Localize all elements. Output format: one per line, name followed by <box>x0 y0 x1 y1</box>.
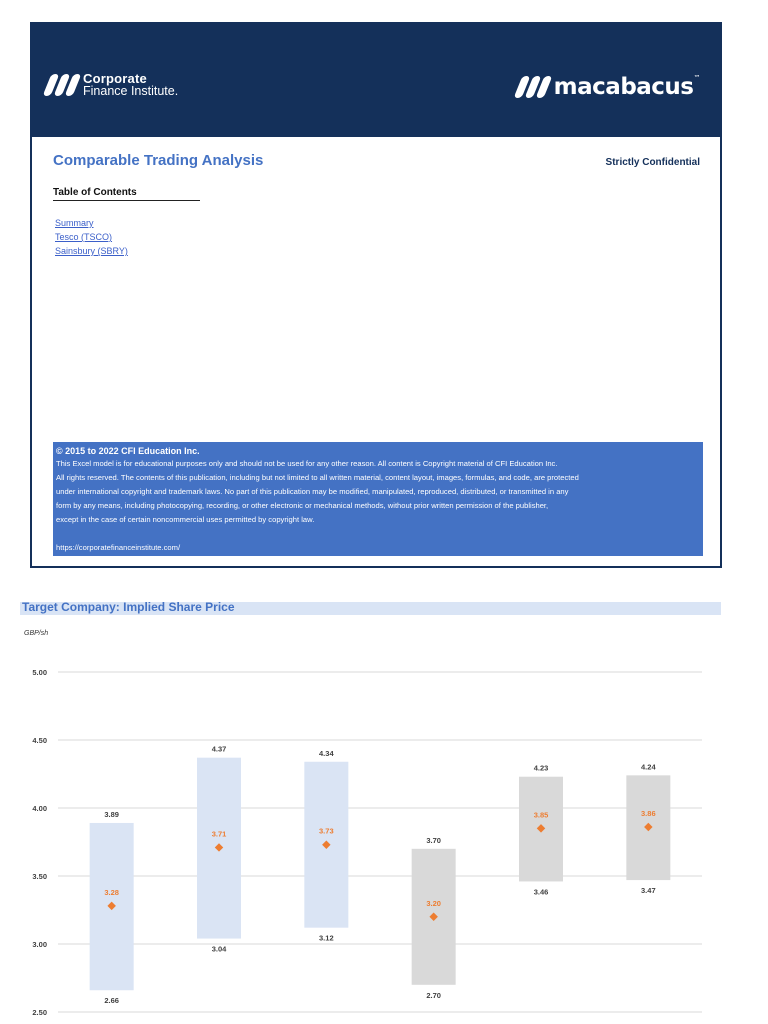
bar-low-label: 2.70 <box>426 990 441 1000</box>
y-axis-unit-label: GBP/sh <box>24 630 49 637</box>
bar-high-label: 4.34 <box>319 748 334 758</box>
copyright-line: under international copyright and trademark laws. No part of this publication may be modified, manipulated, reproduced, distributed, or transmitted in any <box>56 487 569 496</box>
midpoint-label: 3.86 <box>641 809 656 819</box>
y-tick-label: 4.50 <box>32 736 47 745</box>
chart-title-bar <box>20 602 721 615</box>
toc-link-tesco[interactable]: Tesco (TSCO) <box>55 232 113 242</box>
midpoint-label: 3.71 <box>211 829 227 839</box>
cover-sheet <box>30 22 722 568</box>
copyright-notice <box>53 442 703 556</box>
website-link[interactable]: https://corporatefinanceinstitute.com/ <box>56 543 181 552</box>
page-title: Comparable Trading Analysis <box>53 152 264 169</box>
toc-link-sainsbury[interactable]: Sainsbury (SBRY) <box>55 246 128 256</box>
cfi-logo-line1: Corporate <box>83 71 147 86</box>
implied-share-price-chart <box>0 640 768 1024</box>
y-tick-label: 3.00 <box>32 940 47 949</box>
bar-high-label: 4.37 <box>211 744 227 754</box>
bar-low-label: 2.66 <box>104 996 119 1006</box>
toc-heading: Table of Contents <box>53 187 200 201</box>
cfi-logo-mark-icon <box>47 74 77 96</box>
bar-low-label: 3.04 <box>211 944 227 954</box>
y-tick-label: 2.50 <box>32 1008 47 1017</box>
copyright-line: form by any means, including photocopying, recording, or other electronic or mechanical methods, without prior written permission of the publisher, <box>56 501 549 510</box>
copyright-title: © 2015 to 2022 CFI Education Inc. <box>56 446 200 456</box>
bar-high-label: 3.70 <box>426 835 441 845</box>
cfi-logo-line2: Finance Institute. <box>83 84 179 98</box>
toc-link-summary[interactable]: Summary <box>55 218 94 228</box>
trademark-symbol: ™ <box>693 74 700 82</box>
bar-low-label: 3.46 <box>533 887 549 897</box>
bar-high-label: 4.23 <box>533 763 549 773</box>
chart-title: Target Company: Implied Share Price <box>22 600 235 614</box>
copyright-line: All rights reserved. The contents of this publication, including but not limited to all written material, content layout, images, formulas, and code, are protected <box>56 473 579 482</box>
macabacus-logo-text: macabacus <box>553 74 694 100</box>
toc-list <box>55 216 128 258</box>
copyright-line: This Excel model is for educational purposes only and should not be used for any other reason. All content is Copyright material of CFI Education Inc. <box>56 459 558 468</box>
midpoint-label: 3.85 <box>533 810 549 820</box>
midpoint-label: 3.28 <box>104 887 119 897</box>
header-banner <box>32 24 720 137</box>
bar-high-label: 4.24 <box>641 762 656 772</box>
macabacus-logo-mark-icon <box>518 76 548 98</box>
bar-low-label: 3.12 <box>319 933 334 943</box>
y-tick-label: 4.00 <box>32 804 47 813</box>
bar-low-label: 3.47 <box>641 886 656 896</box>
midpoint-label: 3.20 <box>426 898 441 908</box>
bar-high-label: 3.89 <box>104 809 119 819</box>
confidentiality-label: Strictly Confidential <box>605 157 700 168</box>
midpoint-label: 3.73 <box>319 826 334 836</box>
macabacus-logo <box>518 74 700 100</box>
y-tick-label: 5.00 <box>32 668 47 677</box>
y-tick-label: 3.50 <box>32 872 47 881</box>
copyright-line: except in the case of certain noncommercial uses permitted by copyright law. <box>56 515 315 524</box>
cfi-logo <box>47 72 178 98</box>
